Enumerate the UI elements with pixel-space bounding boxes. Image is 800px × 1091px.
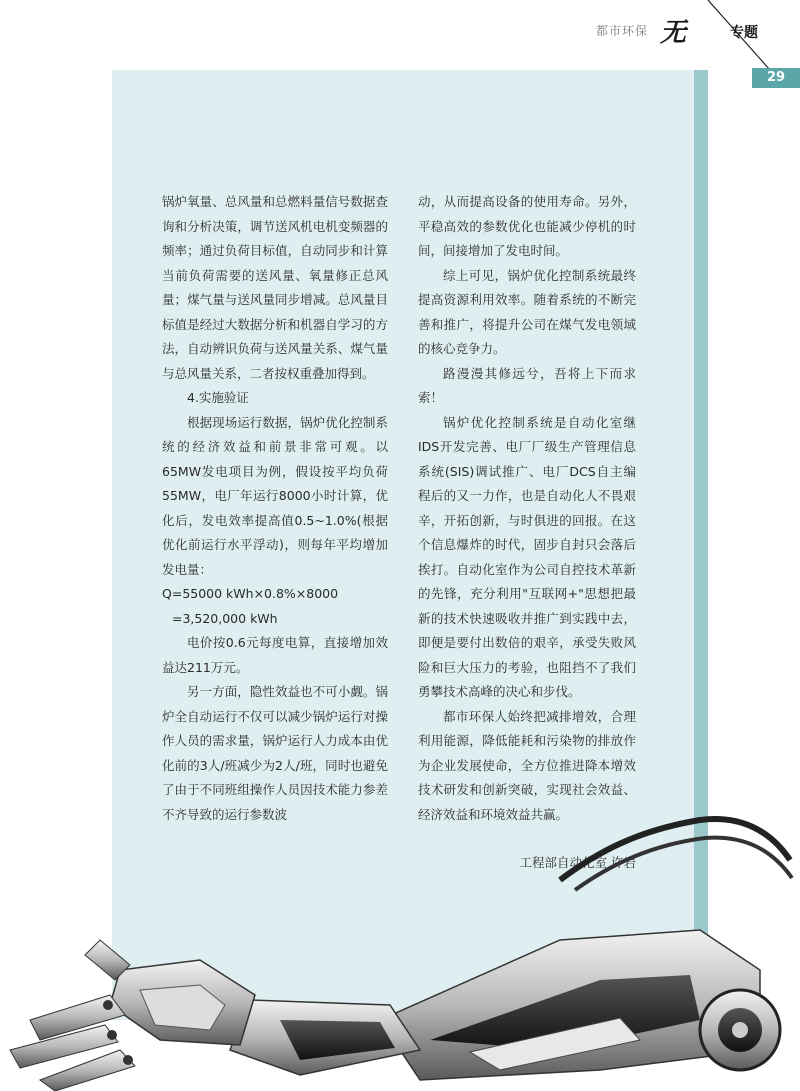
paragraph: 4.实施验证 <box>187 390 249 405</box>
right-column <box>418 190 636 876</box>
paragraph: Q=55000 kWh×0.8%×8000 <box>162 586 339 601</box>
robot-arm-illustration <box>0 790 800 1091</box>
paragraph: 锅炉优化控制系统是自动化室继IDS开发完善、电厂厂级生产管理信息系统(SIS)调试推广、电厂DCS自主编程后的又一力作，也是自动化人不畏艰辛，开拓创新，与时俱进的回报。在这个信息爆炸的时代，固步自封只会落后挨打。自动化室作为公司自控技术革新的先锋，充分利用"互联网+"思想把最新的技术快速吸收并推广到实践中去，即便是要付出数倍的艰辛，承受失败风险和巨大压力的考验，也阻挡不了我们勇攀技术高峰的决心和步伐。 <box>418 414 636 699</box>
paragraph: 锅炉氧量、总风量和总燃料量信号数据查询和分析决策，调节送风机电机变频器的频率；通过负荷目标值，自动同步和计算当前负荷需要的送风量、氧量修正总风量；煤气量与送风量同步增减。总风量目标值是经过大数据分析和机器自学习的方法，自动辨识负荷与送风量关系、煤气量与总风量关系，二者按权重叠加得到。 <box>162 194 388 381</box>
paragraph: 综上可见，锅炉优化控制系统最终提高资源利用效率。随着系统的不断完善和推广，将提升公司在煤气发电领域的核心竞争力。 <box>418 267 636 356</box>
left-column <box>162 190 388 827</box>
magazine-brand: 都市环保 <box>596 24 649 38</box>
paragraph: 电价按0.6元每度电算，直接增加效益达211万元。 <box>162 635 388 675</box>
magazine-logo <box>660 12 686 49</box>
page-number: 29 <box>752 68 800 88</box>
author-signature: 工程部自动化室 许岩 <box>519 855 636 870</box>
logo-glyph: 无 <box>660 18 687 48</box>
paragraph: 都市环保人始终把减排增效，合理利用能源，降低能耗和污染物的排放作为企业发展使命，全方位推进降本增效技术研发和创新突破，实现社会效益、经济效益和环境效益共赢。 <box>418 708 636 822</box>
paragraph: =3,520,000 kWh <box>172 610 278 626</box>
paragraph: 动，从而提高设备的使用寿命。另外，平稳高效的参数优化也能减少停机的时间，间接增加了发电时间。 <box>418 194 636 258</box>
paragraph: 根据现场运行数据，锅炉优化控制系统的经济效益和前景非常可观。以65MW发电项目为例，假设按平均负荷55MW，电厂年运行8000小时计算，优化后，发电效率提高值0.5~1.0%(根据优化前运行水平浮动)，则每年平均增加发电量： <box>162 414 388 577</box>
section-title: 专题 <box>730 25 758 41</box>
paragraph: 路漫漫其修远兮，吾将上下而求索！ <box>418 365 636 405</box>
paragraph: 另一方面，隐性效益也不可小觑。锅炉全自动运行不仅可以减少锅炉运行对操作人员的需求量，锅炉运行人力成本由优化前的3人/班减少为2人/班，同时也避免了由于不同班组操作人员因技术能力参差不齐导致的运行参数波 <box>162 684 388 822</box>
